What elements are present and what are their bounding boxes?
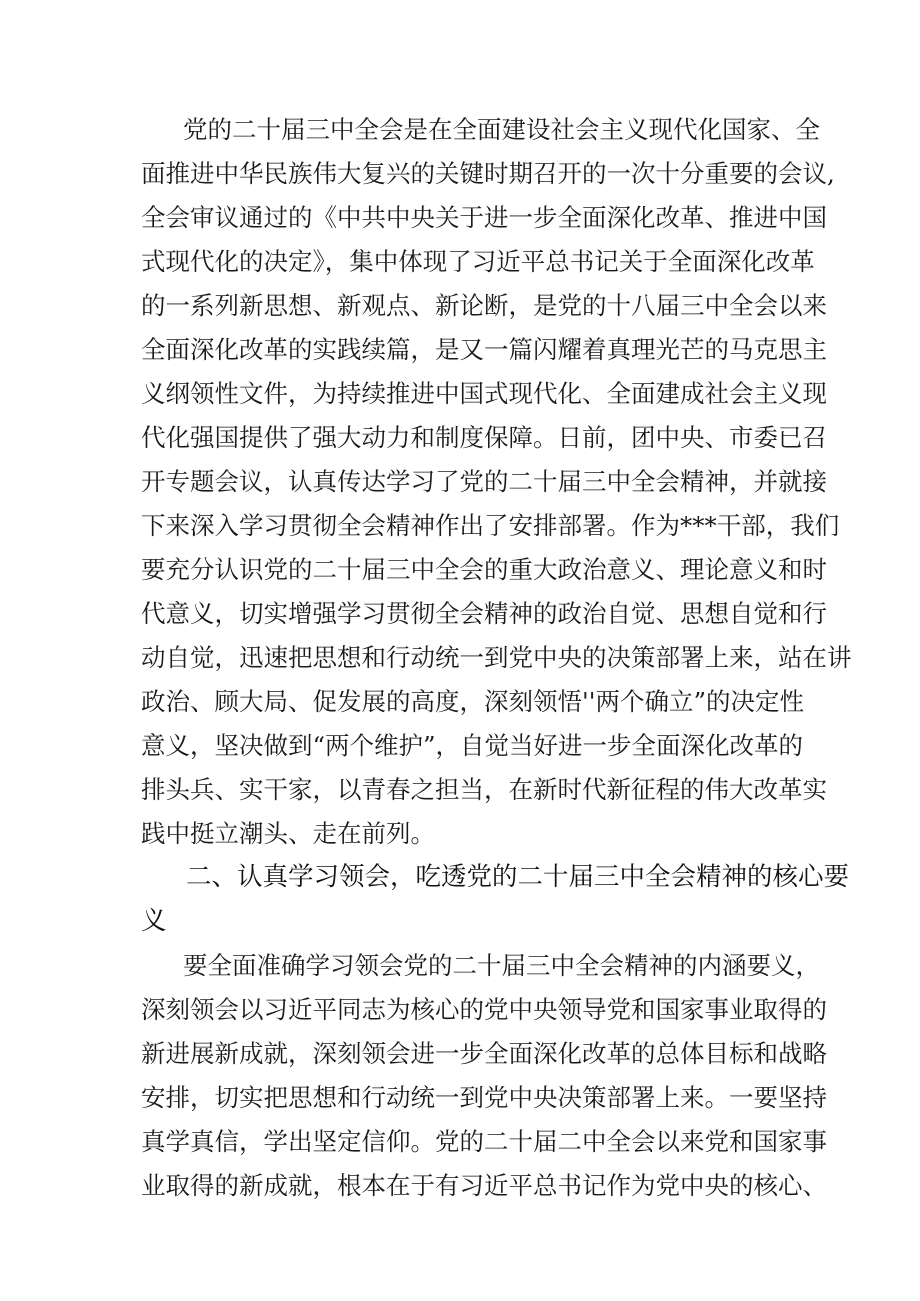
section-heading-line-2: 义 — [141, 906, 167, 936]
paragraph-1-line-13: 动自觉，迅速把思想和行动统一到党中央的决策部署上来，站在讲 — [141, 643, 852, 672]
paragraph-2-line-1: 要全面准确学习领会党的二十届三中全会精神的内涵要义， — [183, 951, 820, 980]
paragraph-1-line-1: 党的二十届三中全会是在全面建设社会主义现代化国家、全 — [183, 115, 820, 144]
paragraph-1-line-14: 政治、顾大局、促发展的高度，深刻领悟''两个确立”的决定性 — [141, 687, 804, 716]
paragraph-1-line-15: 意义，坚决做到“两个维护”，自觉当好进一步全面深化改革的 — [141, 731, 804, 760]
paragraph-1-line-3: 全会审议通过的《中共中央关于进一步全面深化改革、推进中国 — [141, 203, 827, 232]
paragraph-1-line-9: 开专题会议，认真传达学习了党的二十届三中全会精神，并就接 — [141, 467, 827, 496]
paragraph-1-line-16: 排头兵、实干家，以青春之担当，在新时代新征程的伟大改革实 — [141, 775, 827, 804]
paragraph-1-line-8: 代化强国提供了强大动力和制度保障。日前，团中央、市委已召 — [141, 423, 827, 452]
paragraph-1-line-11: 要充分认识党的二十届三中全会的重大政治意义、理论意义和时 — [141, 555, 827, 584]
paragraph-2-line-3: 新进展新成就，深刻领会进一步全面深化改革的总体目标和战略 — [141, 1039, 827, 1068]
paragraph-1-line-5: 的一系列新思想、新观点、新论断，是党的十八届三中全会以来 — [141, 291, 827, 320]
paragraph-1-line-4: 式现代化的决定》，集中体现了习近平总书记关于全面深化改革 — [141, 247, 815, 276]
paragraph-2-line-5: 真学真信，学出坚定信仰。党的二十届二中全会以来党和国家事 — [141, 1127, 827, 1156]
paragraph-2-line-2: 深刻领会以习近平同志为核心的党中央领导党和国家事业取得的 — [141, 995, 827, 1024]
paragraph-1-line-6: 全面深化改革的实践续篇，是又一篇闪耀着真理光芒的马克思主 — [141, 335, 827, 364]
paragraph-1-line-17: 践中挺立潮头、走在前列。 — [141, 819, 435, 848]
paragraph-2-line-4: 安排，切实把思想和行动统一到党中央决策部署上来。一要坚持 — [141, 1083, 827, 1112]
paragraph-1-line-7: 义纲领性文件，为持续推进中国式现代化、全面建成社会主义现 — [141, 379, 827, 408]
paragraph-1-line-2: 面推进中华民族伟大复兴的关键时期召开的一次十分重要的会议, — [141, 159, 835, 188]
paragraph-1-line-10: 下来深入学习贯彻全会精神作出了安排部署。作为***干部，我们 — [141, 511, 840, 540]
section-heading-line-1: 二、认真学习领会，吃透党的二十届三中全会精神的核心要 — [186, 862, 850, 892]
paragraph-2-line-6: 业取得的新成就，根本在于有习近平总书记作为党中央的核心、 — [141, 1171, 827, 1200]
paragraph-1-line-12: 代意义，切实增强学习贯彻全会精神的政治自觉、思想自觉和行 — [141, 599, 827, 628]
